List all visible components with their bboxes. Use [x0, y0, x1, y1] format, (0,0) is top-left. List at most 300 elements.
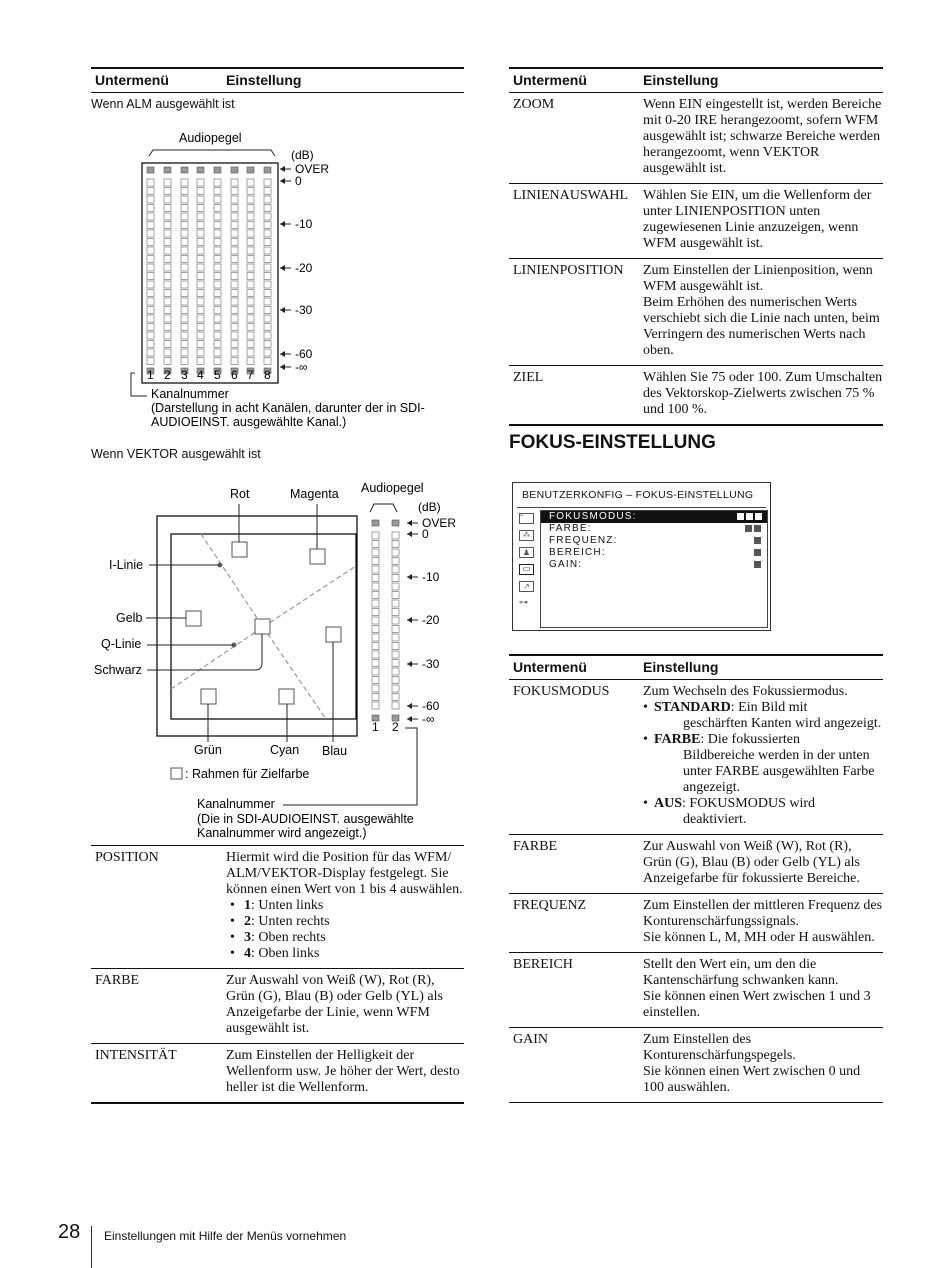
level-segment	[247, 324, 254, 331]
over-segment	[164, 167, 171, 173]
level-segment	[147, 315, 154, 322]
level-segment	[264, 307, 271, 314]
target-gelb-box	[186, 611, 201, 626]
level-segment	[197, 298, 204, 305]
level-segment	[264, 358, 271, 365]
level-segment	[372, 609, 379, 616]
position-list	[226, 898, 464, 962]
row-key: FARBE	[95, 973, 140, 988]
level-segment	[392, 626, 399, 633]
list-item: • 4: Oben links	[230, 946, 320, 961]
level-segment	[247, 281, 254, 288]
table-row	[509, 894, 883, 953]
level-segment	[164, 281, 171, 288]
table-row	[509, 680, 883, 835]
row-text-2: Beim Erhöhen des numerischen Werts verschiebt sich die Linie nach unten, beim Verringern des numerischen Werts nach oben.	[643, 295, 880, 358]
vektor-kanal-label: Kanalnummer	[197, 797, 275, 811]
over-segment	[197, 167, 204, 173]
vektor-gruen-label: Grün	[194, 743, 222, 757]
vektor-gelb-label: Gelb	[116, 611, 143, 625]
section-title: FOKUS-EINSTELLUNG	[509, 432, 716, 453]
level-segment	[214, 273, 221, 280]
row-text: Zum Einstellen der Helligkeit der Wellenform usw. Je höher der Wert, desto heller ist die Wellenform.	[226, 1048, 460, 1095]
level-segment	[181, 205, 188, 212]
osd-separator	[517, 507, 766, 508]
level-arrowhead	[280, 307, 285, 313]
level-segment	[264, 205, 271, 212]
toolbox-icon: ▭	[519, 564, 534, 575]
level-segment	[392, 592, 399, 599]
level-segment	[214, 222, 221, 229]
over-segment	[264, 167, 271, 173]
level-segment	[214, 315, 221, 322]
alm-audiopegel-label: Audiopegel	[179, 131, 242, 145]
level-segment	[164, 179, 171, 186]
level-segment	[231, 358, 238, 365]
level-segment	[264, 332, 271, 339]
level-segment	[147, 290, 154, 297]
row-text: Zum Wechseln des Fokussiermodus.	[643, 684, 848, 699]
level-segment	[247, 239, 254, 246]
level-segment	[231, 273, 238, 280]
level-segment	[197, 196, 204, 203]
header-untermenue: Untermenü	[513, 72, 587, 88]
table-row	[509, 835, 883, 894]
level-label: -∞	[295, 360, 308, 374]
level-segment	[231, 205, 238, 212]
level-segment	[264, 324, 271, 331]
level-segment	[147, 196, 154, 203]
level-segment	[147, 213, 154, 220]
level-segment	[264, 341, 271, 348]
level-segment	[147, 264, 154, 271]
level-segment	[181, 358, 188, 365]
level-segment	[214, 256, 221, 263]
level-segment	[197, 256, 204, 263]
channel-number: 3	[181, 368, 188, 382]
over-segment	[231, 167, 238, 173]
target-cyan-box	[279, 689, 294, 704]
level-segment	[214, 239, 221, 246]
level-segment	[197, 273, 204, 280]
level-segment	[247, 307, 254, 314]
level-label: -20	[295, 261, 313, 275]
level-label: -10	[422, 570, 440, 584]
alm-channel-numbers	[147, 368, 271, 382]
row-key: FREQUENZ	[513, 898, 587, 913]
level-segment	[372, 668, 379, 675]
level-segment	[231, 264, 238, 271]
level-segment	[264, 247, 271, 254]
level-segment	[231, 332, 238, 339]
row-key: ZOOM	[513, 97, 555, 112]
level-segment	[247, 264, 254, 271]
level-label: -30	[295, 303, 313, 317]
alm-kanal-desc-1: (Darstellung in acht Kanälen, darunter der in SDI-	[151, 401, 425, 415]
level-segment	[264, 188, 271, 195]
level-segment	[247, 188, 254, 195]
level-segment	[372, 617, 379, 624]
table-row	[509, 184, 883, 259]
level-segment	[181, 247, 188, 254]
list-item: • AUS: FOKUSMODUS wird	[643, 796, 816, 811]
level-arrowhead	[280, 166, 285, 172]
level-segment	[147, 247, 154, 254]
level-segment	[392, 685, 399, 692]
level-segment	[197, 222, 204, 229]
level-segment	[264, 273, 271, 280]
level-segment	[164, 298, 171, 305]
level-segment	[214, 179, 221, 186]
key-icon: ⊶	[519, 597, 528, 607]
level-segment	[164, 230, 171, 237]
alm-db-label: (dB)	[291, 148, 314, 162]
level-segment	[372, 694, 379, 701]
level-segment	[147, 256, 154, 263]
level-segment	[214, 332, 221, 339]
level-segment	[372, 634, 379, 641]
level-segment	[181, 188, 188, 195]
level-segment	[181, 273, 188, 280]
level-segment	[197, 205, 204, 212]
level-segment	[372, 575, 379, 582]
level-segment	[392, 694, 399, 701]
level-segment	[147, 341, 154, 348]
level-arrowhead	[407, 617, 412, 623]
level-segment	[247, 298, 254, 305]
value-indicator	[754, 537, 761, 544]
level-segment	[372, 549, 379, 556]
target-magenta-box	[310, 549, 325, 564]
header-einstellung: Einstellung	[643, 659, 719, 675]
level-segment	[231, 256, 238, 263]
level-segment	[214, 307, 221, 314]
level-segment	[197, 315, 204, 322]
level-segment	[147, 332, 154, 339]
level-segment	[247, 358, 254, 365]
level-segment	[392, 575, 399, 582]
level-segment	[392, 677, 399, 684]
alm-meter-frame	[142, 163, 278, 383]
header-einstellung: Einstellung	[226, 72, 302, 88]
osd-icon-column	[519, 511, 537, 607]
level-segment	[247, 332, 254, 339]
list-item-cont: geschärften Kanten wird angezeigt.	[683, 716, 882, 731]
level-segment	[264, 196, 271, 203]
header-untermenue: Untermenü	[95, 72, 169, 88]
level-segment	[214, 264, 221, 271]
level-segment	[147, 230, 154, 237]
level-segment	[372, 592, 379, 599]
level-segment	[164, 188, 171, 195]
level-segment	[231, 315, 238, 322]
level-segment	[392, 609, 399, 616]
osd-items-panel	[540, 510, 768, 628]
level-segment	[197, 179, 204, 186]
vektor-diagram	[91, 478, 464, 844]
level-segment	[231, 324, 238, 331]
table-row	[509, 93, 883, 184]
target-schwarz-box	[255, 619, 270, 634]
row-text: Wenn EIN eingestellt ist, werden Bereiche mit 0-20 IRE herangezoomt, sofern WFM ausgewählt ist; schwarze Bereiche werden herangezoomt, wenn VEKTOR ausgewählt ist.	[643, 97, 882, 176]
alm-caption: Wenn ALM ausgewählt ist	[91, 97, 235, 111]
row-key: FOKUSMODUS	[513, 684, 610, 699]
level-segment	[264, 315, 271, 322]
list-item: • 2: Unten rechts	[230, 914, 330, 929]
left-settings-table	[91, 845, 464, 1104]
level-label: -20	[422, 613, 440, 627]
alm-meter-bars	[147, 167, 271, 374]
vektor-rot-label: Rot	[230, 487, 250, 501]
row-text: Zur Auswahl von Weiß (W), Rot (R), Grün (G), Blau (B) oder Gelb (YL) als Anzeigefarbe für fokussierte Bereiche.	[643, 839, 860, 886]
level-arrowhead	[280, 221, 285, 227]
level-segment	[247, 315, 254, 322]
row-text-2: Sie können einen Wert zwischen 1 und 3 einstellen.	[643, 989, 871, 1020]
over-segment	[147, 167, 154, 173]
level-segment	[372, 583, 379, 590]
right-settings-table	[509, 67, 883, 426]
level-segment	[372, 660, 379, 667]
osd-item-bereich[interactable]: BEREICH:	[541, 547, 767, 559]
level-segment	[231, 222, 238, 229]
level-segment	[392, 532, 399, 539]
level-segment	[247, 256, 254, 263]
level-segment	[372, 558, 379, 565]
level-segment	[264, 349, 271, 356]
level-segment	[372, 702, 379, 709]
table-row	[91, 846, 464, 969]
osd-title: BENUTZERKONFIG – FOKUS-EINSTELLUNG	[522, 489, 754, 501]
level-segment	[372, 566, 379, 573]
level-segment	[247, 247, 254, 254]
target-blau-box	[326, 627, 341, 642]
fokus-settings-table	[509, 654, 883, 1103]
level-segment	[264, 239, 271, 246]
level-segment	[197, 332, 204, 339]
osd-item-frequenz[interactable]: FREQUENZ:	[541, 535, 767, 547]
arrow-icon: ↗	[519, 581, 534, 592]
level-segment	[214, 247, 221, 254]
list-item: • 3: Oben rechts	[230, 930, 326, 945]
level-segment	[164, 264, 171, 271]
level-segment	[392, 702, 399, 709]
channel-number: 4	[197, 368, 204, 382]
level-segment	[147, 298, 154, 305]
row-key: FARBE	[513, 839, 558, 854]
level-segment	[264, 264, 271, 271]
level-segment	[197, 358, 204, 365]
over-segment	[372, 520, 379, 526]
level-segment	[214, 205, 221, 212]
level-segment	[197, 247, 204, 254]
level-segment	[214, 281, 221, 288]
level-segment	[372, 541, 379, 548]
list-item: • 1: Unten links	[230, 898, 324, 913]
list-icon: ≡	[519, 513, 534, 524]
vektor-magenta-label: Magenta	[290, 487, 339, 501]
level-segment	[231, 281, 238, 288]
level-arrowhead	[407, 703, 412, 709]
level-segment	[392, 600, 399, 607]
level-segment	[164, 307, 171, 314]
level-arrowhead	[280, 178, 285, 184]
level-label: 0	[295, 174, 302, 188]
level-segment	[181, 290, 188, 297]
level-segment	[164, 290, 171, 297]
level-arrowhead	[407, 661, 412, 667]
level-segment	[392, 566, 399, 573]
row-text: Stellt den Wert ein, um den die Kantenschärfung schwanken kann.	[643, 957, 839, 988]
level-segment	[264, 213, 271, 220]
level-segment	[247, 213, 254, 220]
row-text-2: Sie können einen Wert zwischen 0 und 100 auswählen.	[643, 1064, 861, 1095]
level-segment	[231, 341, 238, 348]
vektor-kanal-desc-2: Kanalnummer wird angezeigt.)	[197, 826, 367, 840]
table-header	[91, 67, 464, 93]
level-segment	[181, 256, 188, 263]
target-rot-box	[232, 542, 247, 557]
level-segment	[197, 290, 204, 297]
vektor-db-label: (dB)	[418, 500, 441, 514]
level-segment	[147, 349, 154, 356]
level-segment	[164, 332, 171, 339]
channel-number: 2	[392, 720, 399, 734]
channel-number: 6	[231, 368, 238, 382]
level-segment	[231, 188, 238, 195]
vektor-kanal-desc-1: (Die in SDI-AUDIOEINST. ausgewählte	[197, 812, 414, 826]
level-arrowhead	[280, 364, 285, 370]
level-segment	[214, 349, 221, 356]
vektor-caption: Wenn VEKTOR ausgewählt ist	[91, 447, 261, 461]
vektor-cyan-label: Cyan	[270, 743, 300, 757]
level-segment	[197, 188, 204, 195]
level-segment	[392, 660, 399, 667]
row-key: INTENSITÄT	[95, 1048, 177, 1063]
level-segment	[197, 213, 204, 220]
channel-number: 5	[214, 368, 221, 382]
rahmen-legend-label: : Rahmen für Zielfarbe	[185, 767, 310, 781]
level-segment	[247, 341, 254, 348]
table-row	[509, 259, 883, 366]
footer-text: Einstellungen mit Hilfe der Menüs vornehmen	[104, 1229, 347, 1243]
level-label: -60	[422, 699, 440, 713]
level-segment	[392, 583, 399, 590]
level-segment	[181, 179, 188, 186]
value-indicator	[745, 525, 761, 532]
osd-item-fokusmodus[interactable]: FOKUSMODUS:	[541, 511, 767, 523]
level-segment	[164, 239, 171, 246]
level-segment	[372, 643, 379, 650]
level-segment	[164, 349, 171, 356]
level-segment	[197, 341, 204, 348]
level-arrowhead	[407, 716, 412, 722]
level-segment	[392, 634, 399, 641]
level-segment	[231, 298, 238, 305]
level-segment	[147, 358, 154, 365]
row-text: Zum Einstellen der mittleren Frequenz des Konturenschärfungssignals.	[643, 898, 883, 929]
channel-number: 7	[247, 368, 254, 382]
level-segment	[181, 239, 188, 246]
channel-number: 8	[264, 368, 271, 382]
osd-item-gain[interactable]: GAIN:	[541, 559, 767, 571]
left-column	[91, 67, 464, 111]
level-segment	[197, 281, 204, 288]
level-segment	[247, 205, 254, 212]
vektor-i-linie-label: I-Linie	[109, 558, 144, 572]
vektor-audiopegel-label: Audiopegel	[361, 481, 424, 495]
level-label: -∞	[422, 712, 435, 726]
level-segment	[181, 324, 188, 331]
level-label: OVER	[295, 162, 330, 176]
level-segment	[164, 315, 171, 322]
level-segment	[147, 222, 154, 229]
level-segment	[264, 230, 271, 237]
level-segment	[247, 349, 254, 356]
level-arrowhead	[280, 351, 285, 357]
vektor-meter-bars	[372, 520, 399, 721]
row-key: LINIENAUSWAHL	[513, 188, 629, 203]
level-segment	[264, 256, 271, 263]
level-segment	[264, 281, 271, 288]
level-segment	[214, 213, 221, 220]
level-segment	[147, 273, 154, 280]
level-segment	[164, 196, 171, 203]
header-einstellung: Einstellung	[643, 72, 719, 88]
level-segment	[392, 668, 399, 675]
channel-number: 1	[147, 368, 154, 382]
level-segment	[392, 643, 399, 650]
level-segment	[392, 617, 399, 624]
level-segment	[164, 341, 171, 348]
vektor-schwarz-label: Schwarz	[94, 663, 142, 677]
level-segment	[164, 213, 171, 220]
over-segment	[181, 167, 188, 173]
row-key: POSITION	[95, 850, 159, 865]
level-segment	[181, 230, 188, 237]
level-segment	[197, 230, 204, 237]
level-segment	[181, 332, 188, 339]
level-segment	[181, 196, 188, 203]
level-segment	[231, 230, 238, 237]
level-segment	[231, 239, 238, 246]
level-segment	[147, 239, 154, 246]
channel-number: 1	[372, 720, 379, 734]
row-text: Zum Einstellen des Konturenschärfungspegels.	[643, 1032, 796, 1063]
level-segment	[181, 264, 188, 271]
level-segment	[147, 179, 154, 186]
osd-menu	[512, 482, 771, 631]
table-header	[509, 67, 883, 93]
level-segment	[164, 324, 171, 331]
list-item-cont: deaktiviert.	[683, 812, 747, 827]
level-arrowhead	[407, 531, 412, 537]
level-segment	[164, 358, 171, 365]
person-icon: ♟	[519, 547, 534, 558]
level-segment	[181, 213, 188, 220]
level-segment	[197, 264, 204, 271]
level-segment	[197, 349, 204, 356]
alm-audio-diagram	[91, 128, 464, 433]
table-header	[509, 654, 883, 680]
level-segment	[181, 298, 188, 305]
level-label: 0	[422, 527, 429, 541]
level-segment	[392, 651, 399, 658]
level-segment	[372, 677, 379, 684]
level-segment	[197, 324, 204, 331]
level-segment	[181, 307, 188, 314]
osd-item-farbe[interactable]: FARBE:	[541, 523, 767, 535]
level-segment	[147, 188, 154, 195]
